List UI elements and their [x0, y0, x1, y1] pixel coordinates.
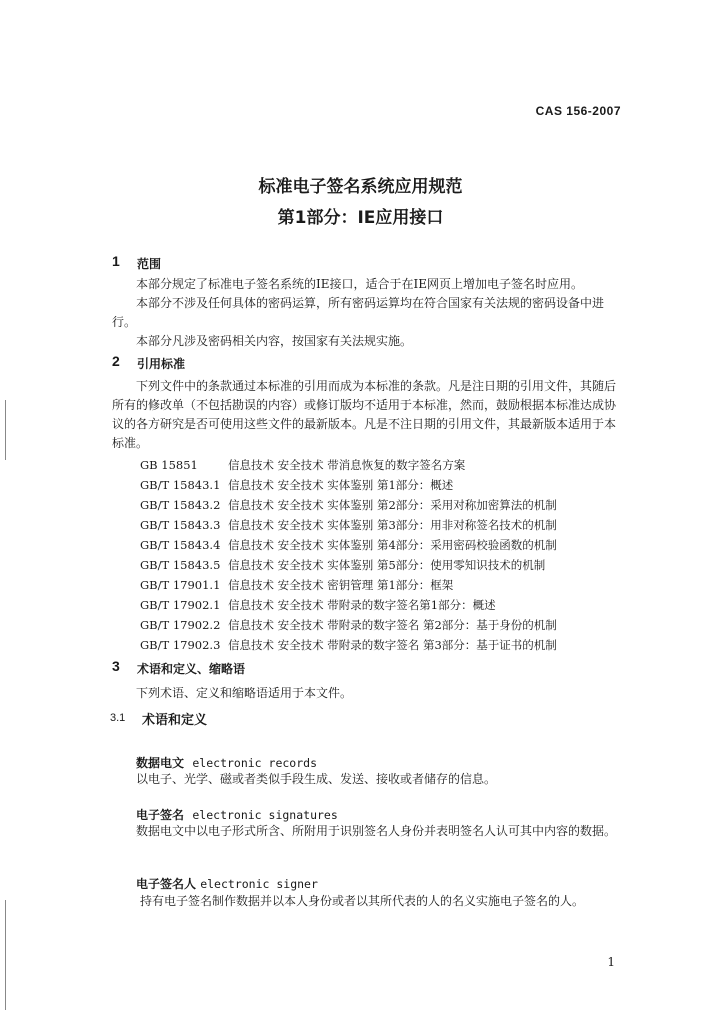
scan-edge-mark [5, 900, 6, 1010]
reference-title: 信息技术 安全技术 实体鉴别 第2部分：采用对称加密算法的机制 [228, 498, 557, 512]
reference-item [140, 517, 557, 533]
reference-title: 信息技术 安全技术 带附录的数字签名第1部分：概述 [228, 598, 496, 612]
reference-item [140, 617, 557, 633]
term-chinese: 电子签名人 [136, 877, 197, 891]
document-title: 标准电子签名系统应用规范 [258, 177, 463, 197]
term-heading [136, 806, 338, 823]
term-english: electronic signatures [192, 808, 338, 822]
reference-code: GB/T 15843.2 [140, 498, 221, 512]
reference-title: 信息技术 安全技术 带附录的数字签名 第3部分：基于证书的机制 [228, 638, 557, 652]
reference-title: 信息技术 安全技术 实体鉴别 第1部分：概述 [228, 478, 454, 492]
term-english: electronic records [192, 756, 317, 770]
scan-edge-mark [5, 400, 6, 460]
term-definition: 持有电子签名制作数据并以本人身份或者以其所代表的人的名义实施电子签名的人。 [140, 894, 585, 908]
standard-code: CAS 156-2007 [535, 104, 621, 118]
reference-item [140, 577, 453, 593]
reference-item [140, 557, 545, 573]
reference-code: GB/T 17902.1 [140, 598, 221, 612]
section-3-number: 3 [112, 658, 120, 674]
reference-item [140, 477, 453, 493]
term-heading [136, 875, 318, 892]
reference-code: GB/T 15843.1 [140, 478, 221, 492]
section-1-number: 1 [112, 253, 120, 269]
section-3-title: 术语和定义、缩略语 [137, 662, 246, 676]
reference-code: GB/T 15843.3 [140, 518, 221, 532]
reference-item [140, 497, 557, 513]
reference-title: 信息技术 安全技术 带消息恢复的数字签名方案 [228, 458, 466, 472]
reference-code: GB/T 15843.4 [140, 538, 221, 552]
term-chinese: 电子签名 [136, 808, 185, 822]
reference-code: GB/T 17902.2 [140, 618, 221, 632]
section-1-title: 范围 [137, 257, 162, 271]
section-1-para-3: 本部分凡涉及密码相关内容，按国家有关法规实施。 [136, 334, 413, 348]
reference-title: 信息技术 安全技术 带附录的数字签名 第2部分：基于身份的机制 [228, 618, 557, 632]
reference-item [140, 597, 496, 613]
reference-item [140, 537, 557, 553]
section-2-title: 引用标准 [137, 357, 186, 371]
reference-title: 信息技术 安全技术 实体鉴别 第3部分：用非对称签名技术的机制 [228, 518, 557, 532]
reference-title: 信息技术 安全技术 实体鉴别 第4部分：采用密码校验函数的机制 [228, 538, 557, 552]
document-subtitle: 第1部分：IE应用接口 [277, 208, 444, 228]
section-2-para-1: 下列文件中的条款通过本标准的引用而成为本标准的条款。凡是注日期的引用文件，其随后所有的修改单（不包括勘误的内容）或修订版均不适用于本标准，然而，鼓励根据本标准达成协议的各方研究是否可使用这些文件的最新版本。凡是不注日期的引用文件，其最新版本适用于本标准。 [112, 379, 617, 450]
section-1-para-1: 本部分规定了标准电子签名系统的IE接口，适合于在IE网页上增加电子签名时应用。 [136, 277, 584, 291]
term-chinese: 数据电文 [136, 756, 185, 770]
reference-code: GB 15851 [140, 458, 198, 472]
reference-item [140, 457, 465, 473]
term-heading [136, 754, 317, 771]
subsection-title: 术语和定义 [142, 713, 208, 728]
term-definition: 数据电文中以电子形式所含、所附用于识别签名人身份并表明签名人认可其中内容的数据。 [136, 824, 617, 838]
reference-code: GB/T 17902.3 [140, 638, 221, 652]
term-english: electronic signer [200, 877, 318, 891]
reference-title: 信息技术 安全技术 实体鉴别 第5部分：使用零知识技术的机制 [228, 558, 546, 572]
reference-item [140, 637, 557, 653]
section-1-para-2: 本部分不涉及任何具体的密码运算，所有密码运算均在符合国家有关法规的密码设备中进行。 [112, 296, 605, 329]
section-2-number: 2 [112, 353, 120, 369]
reference-title: 信息技术 安全技术 密钥管理 第1部分：框架 [228, 578, 454, 592]
page-number: 1 [607, 955, 615, 969]
reference-code: GB/T 17901.1 [140, 578, 221, 592]
subsection-number: 3.1 [110, 712, 126, 724]
term-definition: 以电子、光学、磁或者类似手段生成、发送、接收或者储存的信息。 [136, 772, 497, 786]
reference-code: GB/T 15843.5 [140, 558, 221, 572]
section-3-para-1: 下列术语、定义和缩略语适用于本文件。 [136, 686, 353, 700]
